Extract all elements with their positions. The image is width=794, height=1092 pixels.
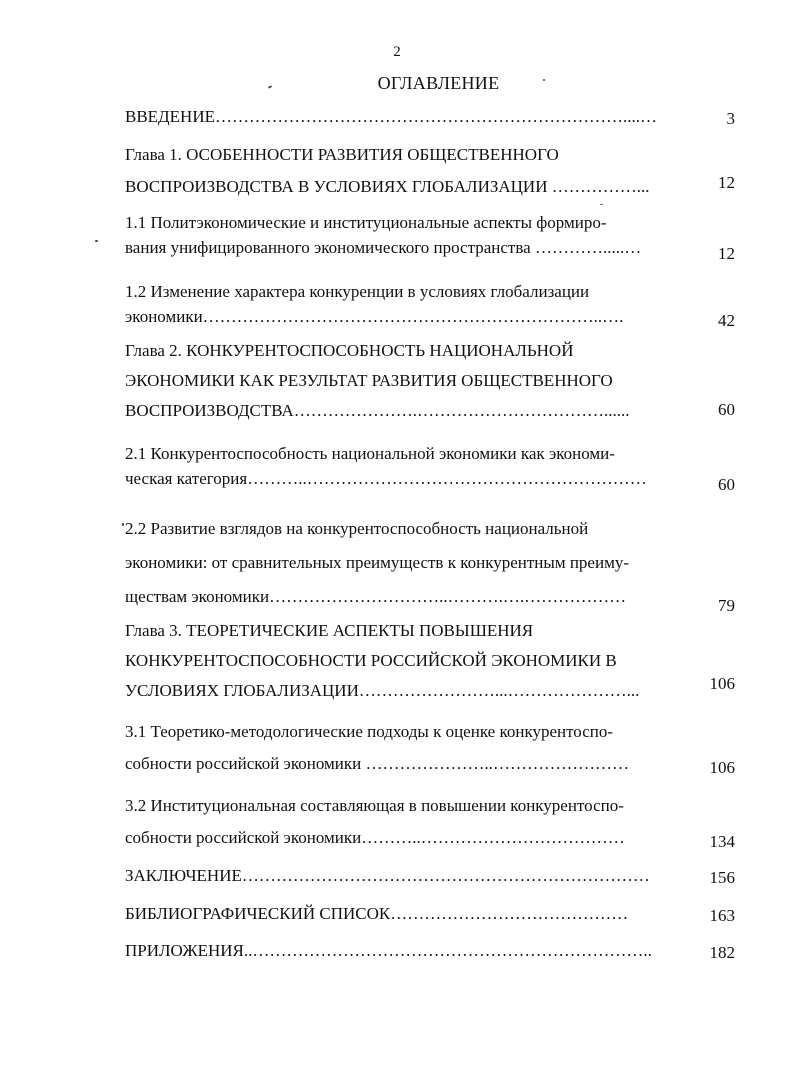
toc-entry-section-1-2 bbox=[125, 279, 735, 329]
toc-entry-section-2-2 bbox=[125, 512, 735, 614]
scan-speck bbox=[95, 240, 98, 242]
toc-entry-text: 2.2 Развитие взглядов на конкурентоспособность национальной экономики: от сравнительных преимуществ к конкурентным преиму- ществам экономики…………………………..……….….……………… bbox=[125, 519, 629, 606]
toc-entry-page: 60 bbox=[718, 475, 735, 494]
toc-entry-page: 106 bbox=[709, 674, 735, 693]
toc-entry-section-2-1 bbox=[125, 441, 735, 494]
toc-entry-chapter-1 bbox=[125, 139, 735, 203]
toc-entry-page: 3 bbox=[726, 109, 735, 128]
toc-entry-page: 134 bbox=[709, 832, 735, 851]
toc-entry-page: 79 bbox=[718, 596, 735, 615]
toc-entry-bibliography bbox=[125, 898, 735, 930]
toc-entry-text: Глава 2. КОНКУРЕНТОСПОСОБНОСТЬ НАЦИОНАЛЬНОЙ ЭКОНОМИКИ КАК РЕЗУЛЬТАТ РАЗВИТИЯ ОБЩЕСТВЕННОГО ВОСПРОИЗВОДСТВА………………….……………………………...... bbox=[125, 341, 630, 420]
toc-entry-text: БИБЛИОГРАФИЧЕСКИЙ СПИСОК…………………………………… bbox=[125, 904, 629, 923]
toc-entry-page: 163 bbox=[709, 906, 735, 925]
toc-entry-text: 2.1 Конкурентоспособность национальной экономики как экономи- ческая категория………..…………………………………………………… bbox=[125, 444, 647, 488]
scan-speck bbox=[600, 204, 603, 205]
toc-entry-page: 60 bbox=[718, 400, 735, 419]
page-number: 2 bbox=[393, 44, 401, 60]
toc-entry-section-1-1 bbox=[125, 210, 735, 263]
toc-entry-conclusion bbox=[125, 860, 735, 892]
toc-entry-text: 3.2 Институциональная составляющая в повышении конкурентоспо- собности российской экономики………..……………………………… bbox=[125, 796, 625, 847]
toc-entry-page: 42 bbox=[718, 311, 735, 330]
toc-entry-page: 106 bbox=[709, 758, 735, 777]
toc-entry-page: 156 bbox=[709, 868, 735, 887]
toc-entry-section-3-1 bbox=[125, 716, 735, 780]
toc-entry-text: ЗАКЛЮЧЕНИЕ……………………………………………………………… bbox=[125, 866, 650, 885]
scan-speck bbox=[122, 523, 124, 526]
toc-title: ОГЛАВЛЕНИЕ bbox=[377, 73, 500, 93]
toc-entry-chapter-3 bbox=[125, 616, 735, 706]
toc-entry-page: 12 bbox=[718, 244, 735, 263]
toc-entry-text: Глава 1. ОСОБЕННОСТИ РАЗВИТИЯ ОБЩЕСТВЕННОГО ВОСПРОИЗВОДСТВА В УСЛОВИЯХ ГЛОБАЛИЗАЦИИ ……………... bbox=[125, 145, 650, 196]
toc-entry-page: 12 bbox=[718, 173, 735, 192]
toc-entry-text: 1.1 Политэкономические и институциональные аспекты формиро- вания унифицированного экономического пространства ………….....… bbox=[125, 213, 642, 257]
toc-entry-page: 182 bbox=[709, 943, 735, 962]
toc-entry-appendices bbox=[125, 935, 735, 967]
toc-entry-text: ВВЕДЕНИЕ………………………………………………………………....… bbox=[125, 107, 657, 126]
toc-entry-text: ПРИЛОЖЕНИЯ..…………………………………………………………….. bbox=[125, 941, 652, 960]
toc-entry-chapter-2 bbox=[125, 336, 735, 426]
toc-entry-text: Глава 3. ТЕОРЕТИЧЕСКИЕ АСПЕКТЫ ПОВЫШЕНИЯ КОНКУРЕНТОСПОСОБНОСТИ РОССИЙСКОЙ ЭКОНОМИКИ В УСЛОВИЯХ ГЛОБАЛИЗАЦИИ……………………...…………………... bbox=[125, 621, 640, 700]
toc-entry-introduction bbox=[125, 101, 735, 133]
toc-entry-text: 1.2 Изменение характера конкуренции в условиях глобализации экономики……………………………………………………………..…. bbox=[125, 282, 624, 326]
scan-speck bbox=[543, 79, 545, 81]
toc-entry-text: 3.1 Теоретико-методологические подходы к оценке конкурентоспо- собности российской экономики …………………..…………………… bbox=[125, 722, 629, 773]
toc-entry-section-3-2 bbox=[125, 790, 735, 854]
